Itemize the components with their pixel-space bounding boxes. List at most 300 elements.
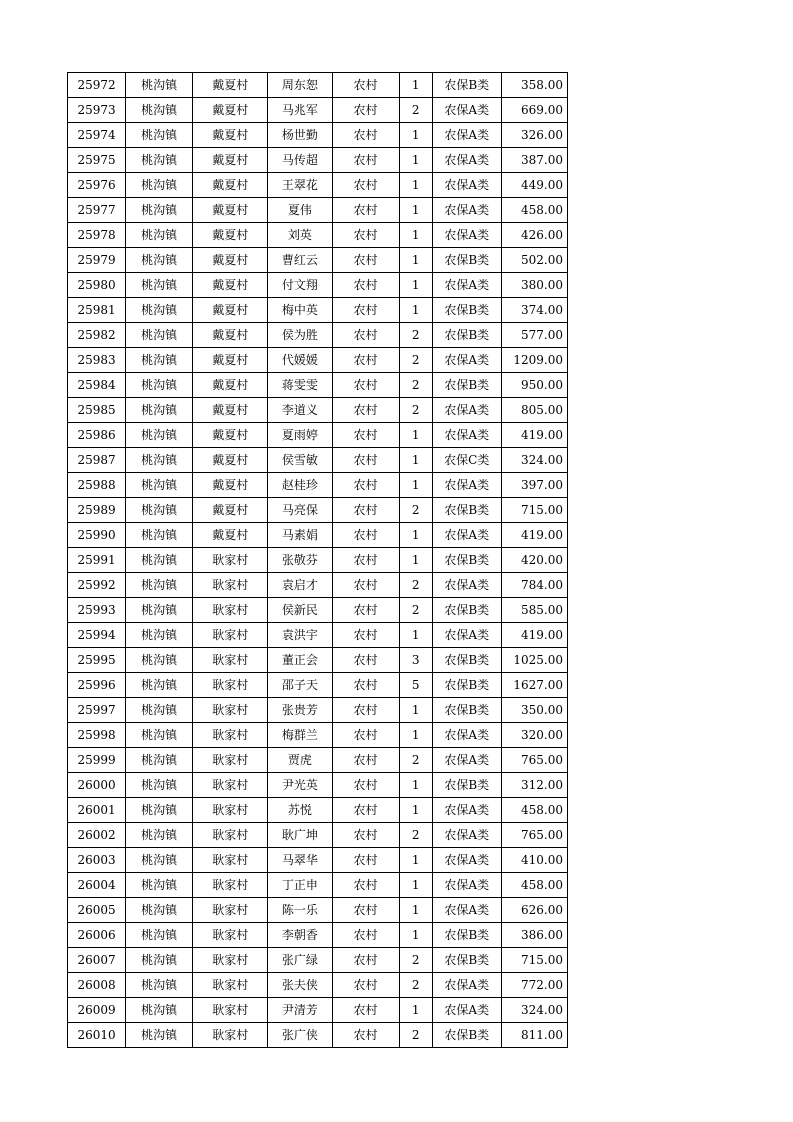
cell-record-id: 25995: [68, 648, 126, 673]
cell-village: 戴夏村: [193, 323, 268, 348]
table-row: [68, 848, 568, 873]
cell-person-name: 代媛媛: [268, 348, 332, 373]
cell-person-name: 梅中英: [268, 298, 332, 323]
table-row: [68, 623, 568, 648]
cell-person-name: 耿广坤: [268, 823, 332, 848]
cell-record-id: 26003: [68, 848, 126, 873]
roster-table: [67, 72, 568, 1048]
table-row: [68, 648, 568, 673]
cell-insurance-category: 农保B类: [432, 73, 501, 98]
cell-village: 戴夏村: [193, 348, 268, 373]
cell-household-type: 农村: [332, 623, 399, 648]
cell-record-id: 26000: [68, 773, 126, 798]
cell-record-id: 25978: [68, 223, 126, 248]
cell-town: 桃沟镇: [126, 498, 193, 523]
cell-amount: 380.00: [501, 273, 567, 298]
cell-amount: 326.00: [501, 123, 567, 148]
cell-record-id: 25992: [68, 573, 126, 598]
cell-village: 戴夏村: [193, 198, 268, 223]
cell-record-id: 25980: [68, 273, 126, 298]
cell-household-type: 农村: [332, 373, 399, 398]
cell-household-type: 农村: [332, 923, 399, 948]
cell-village: 耿家村: [193, 673, 268, 698]
cell-amount: 950.00: [501, 373, 567, 398]
table-row: [68, 573, 568, 598]
cell-amount: 502.00: [501, 248, 567, 273]
cell-insurance-category: 农保A类: [432, 348, 501, 373]
cell-amount: 669.00: [501, 98, 567, 123]
cell-household-type: 农村: [332, 748, 399, 773]
cell-village: 戴夏村: [193, 498, 268, 523]
cell-household-type: 农村: [332, 948, 399, 973]
cell-member-count: 1: [399, 248, 432, 273]
table-row: [68, 873, 568, 898]
cell-town: 桃沟镇: [126, 698, 193, 723]
cell-village: 耿家村: [193, 848, 268, 873]
cell-record-id: 25989: [68, 498, 126, 523]
cell-member-count: 1: [399, 798, 432, 823]
cell-member-count: 1: [399, 623, 432, 648]
cell-town: 桃沟镇: [126, 148, 193, 173]
cell-amount: 585.00: [501, 598, 567, 623]
cell-household-type: 农村: [332, 798, 399, 823]
table-row: [68, 423, 568, 448]
cell-member-count: 1: [399, 173, 432, 198]
cell-town: 桃沟镇: [126, 123, 193, 148]
cell-household-type: 农村: [332, 248, 399, 273]
cell-insurance-category: 农保A类: [432, 748, 501, 773]
cell-insurance-category: 农保B类: [432, 648, 501, 673]
cell-record-id: 26001: [68, 798, 126, 823]
cell-person-name: 马兆军: [268, 98, 332, 123]
cell-record-id: 25991: [68, 548, 126, 573]
cell-insurance-category: 农保B类: [432, 498, 501, 523]
cell-amount: 765.00: [501, 748, 567, 773]
cell-village: 戴夏村: [193, 98, 268, 123]
cell-household-type: 农村: [332, 998, 399, 1023]
cell-member-count: 1: [399, 198, 432, 223]
cell-member-count: 1: [399, 148, 432, 173]
cell-village: 戴夏村: [193, 173, 268, 198]
cell-insurance-category: 农保A类: [432, 998, 501, 1023]
cell-member-count: 1: [399, 873, 432, 898]
cell-amount: 358.00: [501, 73, 567, 98]
cell-member-count: 1: [399, 423, 432, 448]
cell-village: 戴夏村: [193, 273, 268, 298]
cell-village: 耿家村: [193, 898, 268, 923]
cell-amount: 784.00: [501, 573, 567, 598]
cell-household-type: 农村: [332, 848, 399, 873]
cell-person-name: 袁启才: [268, 573, 332, 598]
cell-member-count: 1: [399, 773, 432, 798]
cell-member-count: 2: [399, 498, 432, 523]
cell-village: 耿家村: [193, 998, 268, 1023]
cell-insurance-category: 农保B类: [432, 698, 501, 723]
cell-insurance-category: 农保A类: [432, 823, 501, 848]
table-row: [68, 173, 568, 198]
cell-person-name: 周东恕: [268, 73, 332, 98]
table-row: [68, 148, 568, 173]
cell-village: 耿家村: [193, 548, 268, 573]
table-row: [68, 598, 568, 623]
cell-amount: 765.00: [501, 823, 567, 848]
table-row: [68, 73, 568, 98]
cell-household-type: 农村: [332, 698, 399, 723]
cell-person-name: 张贵芳: [268, 698, 332, 723]
cell-member-count: 2: [399, 1023, 432, 1048]
cell-member-count: 2: [399, 823, 432, 848]
table-row: [68, 123, 568, 148]
cell-household-type: 农村: [332, 1023, 399, 1048]
cell-insurance-category: 农保A类: [432, 798, 501, 823]
cell-insurance-category: 农保A类: [432, 573, 501, 598]
cell-insurance-category: 农保A类: [432, 848, 501, 873]
cell-town: 桃沟镇: [126, 398, 193, 423]
cell-village: 耿家村: [193, 723, 268, 748]
cell-member-count: 2: [399, 598, 432, 623]
cell-amount: 419.00: [501, 623, 567, 648]
cell-amount: 1025.00: [501, 648, 567, 673]
cell-household-type: 农村: [332, 723, 399, 748]
cell-insurance-category: 农保A类: [432, 198, 501, 223]
cell-amount: 374.00: [501, 298, 567, 323]
cell-town: 桃沟镇: [126, 723, 193, 748]
cell-record-id: 25998: [68, 723, 126, 748]
cell-record-id: 25990: [68, 523, 126, 548]
table-row: [68, 273, 568, 298]
cell-record-id: 25981: [68, 298, 126, 323]
cell-person-name: 李朝香: [268, 923, 332, 948]
cell-town: 桃沟镇: [126, 373, 193, 398]
cell-village: 戴夏村: [193, 73, 268, 98]
roster-table-body: [68, 73, 568, 1048]
cell-record-id: 25997: [68, 698, 126, 723]
cell-record-id: 25985: [68, 398, 126, 423]
cell-amount: 772.00: [501, 973, 567, 998]
cell-household-type: 农村: [332, 423, 399, 448]
cell-household-type: 农村: [332, 73, 399, 98]
cell-amount: 715.00: [501, 948, 567, 973]
cell-record-id: 26005: [68, 898, 126, 923]
cell-town: 桃沟镇: [126, 748, 193, 773]
cell-amount: 458.00: [501, 198, 567, 223]
cell-member-count: 5: [399, 673, 432, 698]
cell-town: 桃沟镇: [126, 348, 193, 373]
cell-insurance-category: 农保B类: [432, 548, 501, 573]
cell-person-name: 陈一乐: [268, 898, 332, 923]
cell-member-count: 1: [399, 448, 432, 473]
table-row: [68, 98, 568, 123]
cell-town: 桃沟镇: [126, 798, 193, 823]
cell-record-id: 25993: [68, 598, 126, 623]
cell-person-name: 张广侠: [268, 1023, 332, 1048]
cell-household-type: 农村: [332, 223, 399, 248]
cell-household-type: 农村: [332, 648, 399, 673]
cell-town: 桃沟镇: [126, 1023, 193, 1048]
cell-village: 耿家村: [193, 823, 268, 848]
cell-household-type: 农村: [332, 573, 399, 598]
table-row: [68, 698, 568, 723]
cell-person-name: 王翠花: [268, 173, 332, 198]
cell-amount: 805.00: [501, 398, 567, 423]
cell-amount: 811.00: [501, 1023, 567, 1048]
cell-amount: 350.00: [501, 698, 567, 723]
cell-insurance-category: 农保A类: [432, 523, 501, 548]
cell-amount: 1209.00: [501, 348, 567, 373]
cell-insurance-category: 农保A类: [432, 98, 501, 123]
cell-household-type: 农村: [332, 123, 399, 148]
cell-person-name: 尹光英: [268, 773, 332, 798]
cell-insurance-category: 农保A类: [432, 223, 501, 248]
cell-household-type: 农村: [332, 473, 399, 498]
cell-record-id: 25987: [68, 448, 126, 473]
cell-person-name: 梅群兰: [268, 723, 332, 748]
cell-insurance-category: 农保B类: [432, 923, 501, 948]
table-row: [68, 998, 568, 1023]
cell-person-name: 付文翔: [268, 273, 332, 298]
cell-amount: 715.00: [501, 498, 567, 523]
cell-amount: 419.00: [501, 423, 567, 448]
cell-insurance-category: 农保A类: [432, 623, 501, 648]
table-row: [68, 323, 568, 348]
cell-amount: 397.00: [501, 473, 567, 498]
cell-insurance-category: 农保B类: [432, 1023, 501, 1048]
table-row: [68, 473, 568, 498]
cell-record-id: 25984: [68, 373, 126, 398]
cell-insurance-category: 农保B类: [432, 323, 501, 348]
cell-record-id: 25972: [68, 73, 126, 98]
table-row: [68, 223, 568, 248]
cell-member-count: 1: [399, 298, 432, 323]
cell-amount: 420.00: [501, 548, 567, 573]
cell-person-name: 袁洪宇: [268, 623, 332, 648]
cell-record-id: 26008: [68, 973, 126, 998]
table-row: [68, 948, 568, 973]
cell-member-count: 1: [399, 998, 432, 1023]
cell-amount: 386.00: [501, 923, 567, 948]
table-row: [68, 498, 568, 523]
cell-insurance-category: 农保A类: [432, 148, 501, 173]
cell-town: 桃沟镇: [126, 173, 193, 198]
cell-member-count: 1: [399, 698, 432, 723]
cell-insurance-category: 农保B类: [432, 298, 501, 323]
cell-member-count: 2: [399, 973, 432, 998]
cell-household-type: 农村: [332, 148, 399, 173]
cell-amount: 458.00: [501, 798, 567, 823]
table-row: [68, 798, 568, 823]
cell-amount: 458.00: [501, 873, 567, 898]
cell-record-id: 25986: [68, 423, 126, 448]
cell-record-id: 25983: [68, 348, 126, 373]
cell-household-type: 农村: [332, 548, 399, 573]
table-row: [68, 673, 568, 698]
cell-household-type: 农村: [332, 173, 399, 198]
cell-member-count: 1: [399, 473, 432, 498]
cell-amount: 387.00: [501, 148, 567, 173]
cell-person-name: 董正会: [268, 648, 332, 673]
cell-town: 桃沟镇: [126, 923, 193, 948]
cell-household-type: 农村: [332, 348, 399, 373]
cell-record-id: 25974: [68, 123, 126, 148]
cell-insurance-category: 农保B类: [432, 373, 501, 398]
cell-person-name: 丁正申: [268, 873, 332, 898]
cell-member-count: 2: [399, 748, 432, 773]
cell-person-name: 贾虎: [268, 748, 332, 773]
cell-person-name: 刘英: [268, 223, 332, 248]
table-row: [68, 298, 568, 323]
table-row: [68, 898, 568, 923]
cell-household-type: 农村: [332, 298, 399, 323]
cell-person-name: 杨世勤: [268, 123, 332, 148]
cell-insurance-category: 农保A类: [432, 973, 501, 998]
cell-amount: 1627.00: [501, 673, 567, 698]
cell-amount: 312.00: [501, 773, 567, 798]
cell-village: 耿家村: [193, 973, 268, 998]
cell-village: 戴夏村: [193, 373, 268, 398]
cell-village: 戴夏村: [193, 223, 268, 248]
cell-village: 耿家村: [193, 623, 268, 648]
cell-town: 桃沟镇: [126, 298, 193, 323]
cell-household-type: 农村: [332, 523, 399, 548]
cell-village: 戴夏村: [193, 398, 268, 423]
cell-town: 桃沟镇: [126, 523, 193, 548]
cell-insurance-category: 农保A类: [432, 398, 501, 423]
cell-member-count: 2: [399, 398, 432, 423]
cell-person-name: 张夫侠: [268, 973, 332, 998]
cell-village: 耿家村: [193, 698, 268, 723]
cell-household-type: 农村: [332, 673, 399, 698]
cell-person-name: 侯新民: [268, 598, 332, 623]
cell-town: 桃沟镇: [126, 773, 193, 798]
cell-person-name: 张广绿: [268, 948, 332, 973]
cell-town: 桃沟镇: [126, 248, 193, 273]
cell-record-id: 25996: [68, 673, 126, 698]
cell-town: 桃沟镇: [126, 648, 193, 673]
cell-member-count: 1: [399, 848, 432, 873]
cell-person-name: 张敬芬: [268, 548, 332, 573]
cell-village: 耿家村: [193, 1023, 268, 1048]
document-page: [67, 72, 568, 1048]
cell-town: 桃沟镇: [126, 973, 193, 998]
cell-member-count: 2: [399, 948, 432, 973]
table-row: [68, 523, 568, 548]
cell-person-name: 马亮保: [268, 498, 332, 523]
cell-village: 耿家村: [193, 923, 268, 948]
cell-person-name: 蒋雯雯: [268, 373, 332, 398]
cell-member-count: 2: [399, 373, 432, 398]
cell-town: 桃沟镇: [126, 623, 193, 648]
table-row: [68, 923, 568, 948]
cell-insurance-category: 农保B类: [432, 598, 501, 623]
table-row: [68, 373, 568, 398]
cell-village: 戴夏村: [193, 448, 268, 473]
cell-amount: 324.00: [501, 448, 567, 473]
cell-town: 桃沟镇: [126, 598, 193, 623]
cell-member-count: 1: [399, 223, 432, 248]
cell-town: 桃沟镇: [126, 448, 193, 473]
cell-town: 桃沟镇: [126, 323, 193, 348]
table-row: [68, 823, 568, 848]
table-row: [68, 773, 568, 798]
cell-village: 耿家村: [193, 648, 268, 673]
cell-amount: 626.00: [501, 898, 567, 923]
cell-record-id: 25982: [68, 323, 126, 348]
cell-insurance-category: 农保C类: [432, 448, 501, 473]
cell-person-name: 尹清芳: [268, 998, 332, 1023]
cell-insurance-category: 农保A类: [432, 473, 501, 498]
cell-amount: 426.00: [501, 223, 567, 248]
cell-town: 桃沟镇: [126, 823, 193, 848]
cell-insurance-category: 农保B类: [432, 673, 501, 698]
table-row: [68, 398, 568, 423]
cell-member-count: 2: [399, 98, 432, 123]
cell-record-id: 25976: [68, 173, 126, 198]
cell-insurance-category: 农保A类: [432, 423, 501, 448]
cell-person-name: 李道义: [268, 398, 332, 423]
cell-member-count: 1: [399, 123, 432, 148]
table-row: [68, 348, 568, 373]
cell-village: 戴夏村: [193, 248, 268, 273]
cell-record-id: 25973: [68, 98, 126, 123]
cell-member-count: 1: [399, 73, 432, 98]
cell-village: 戴夏村: [193, 473, 268, 498]
cell-member-count: 2: [399, 323, 432, 348]
cell-person-name: 马传超: [268, 148, 332, 173]
cell-insurance-category: 农保B类: [432, 948, 501, 973]
cell-household-type: 农村: [332, 898, 399, 923]
cell-record-id: 26002: [68, 823, 126, 848]
cell-member-count: 1: [399, 523, 432, 548]
cell-household-type: 农村: [332, 198, 399, 223]
cell-person-name: 邵子天: [268, 673, 332, 698]
cell-person-name: 苏悦: [268, 798, 332, 823]
cell-village: 戴夏村: [193, 298, 268, 323]
cell-record-id: 25979: [68, 248, 126, 273]
cell-person-name: 夏伟: [268, 198, 332, 223]
table-row: [68, 748, 568, 773]
cell-insurance-category: 农保B类: [432, 773, 501, 798]
cell-record-id: 25977: [68, 198, 126, 223]
cell-member-count: 3: [399, 648, 432, 673]
cell-town: 桃沟镇: [126, 548, 193, 573]
cell-town: 桃沟镇: [126, 98, 193, 123]
cell-town: 桃沟镇: [126, 223, 193, 248]
cell-person-name: 侯雪敏: [268, 448, 332, 473]
cell-record-id: 26006: [68, 923, 126, 948]
cell-record-id: 26004: [68, 873, 126, 898]
cell-village: 戴夏村: [193, 423, 268, 448]
cell-village: 耿家村: [193, 873, 268, 898]
cell-household-type: 农村: [332, 98, 399, 123]
cell-town: 桃沟镇: [126, 873, 193, 898]
cell-town: 桃沟镇: [126, 73, 193, 98]
cell-member-count: 1: [399, 923, 432, 948]
cell-member-count: 1: [399, 723, 432, 748]
cell-town: 桃沟镇: [126, 673, 193, 698]
cell-member-count: 1: [399, 898, 432, 923]
table-row: [68, 448, 568, 473]
cell-person-name: 马翠华: [268, 848, 332, 873]
cell-town: 桃沟镇: [126, 273, 193, 298]
cell-insurance-category: 农保A类: [432, 898, 501, 923]
cell-household-type: 农村: [332, 598, 399, 623]
cell-amount: 320.00: [501, 723, 567, 748]
cell-household-type: 农村: [332, 498, 399, 523]
cell-town: 桃沟镇: [126, 198, 193, 223]
cell-record-id: 25999: [68, 748, 126, 773]
cell-member-count: 2: [399, 348, 432, 373]
table-row: [68, 198, 568, 223]
